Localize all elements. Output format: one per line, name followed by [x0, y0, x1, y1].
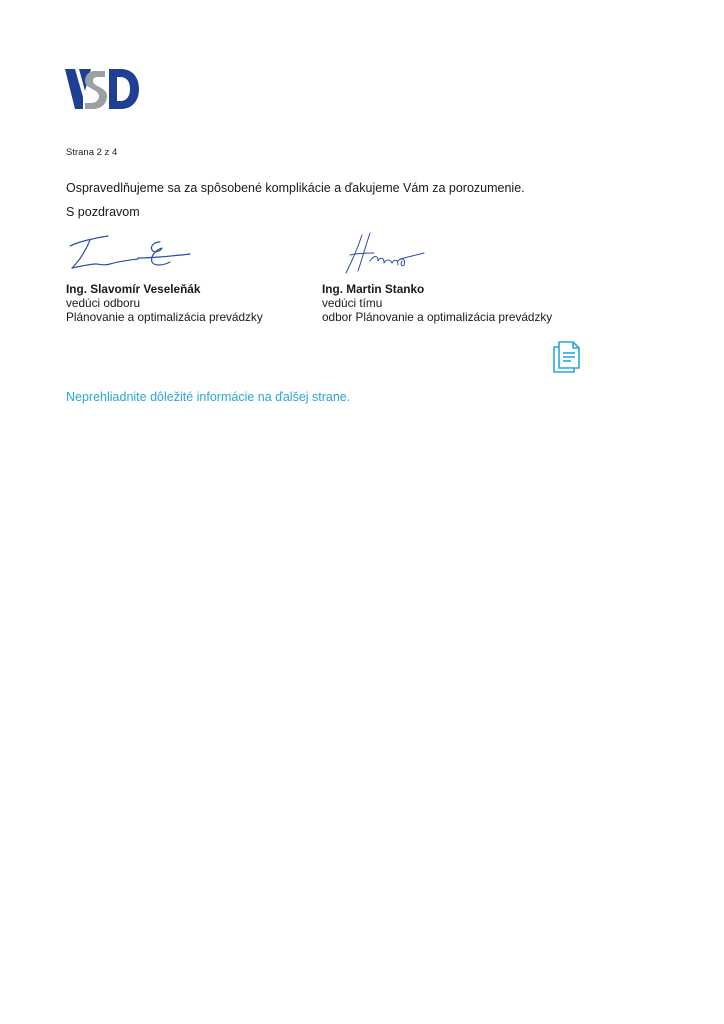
signatory-name: Ing. Martin Stanko	[322, 282, 425, 296]
page-number: Strana 2 z 4	[66, 147, 118, 158]
signatory-role: vedúci tímu	[322, 296, 383, 310]
signature-veselenak	[64, 228, 192, 276]
documents-icon	[552, 341, 580, 373]
signatory-block-2	[322, 282, 552, 324]
signatory-department: Plánovanie a optimalizácia prevádzky	[66, 310, 263, 324]
closing-greeting: S pozdravom	[66, 205, 140, 219]
signatory-block-1	[66, 282, 263, 324]
vsd-logo	[65, 69, 139, 109]
signatory-role: vedúci odboru	[66, 296, 141, 310]
signatory-department: odbor Plánovanie a optimalizácia prevádzky	[322, 310, 553, 324]
next-page-notice: Neprehliadnite dôležité informácie na ďalšej strane.	[66, 390, 351, 404]
signature-stanko	[340, 231, 426, 277]
apology-text: Ospravedlňujeme sa za spôsobené komplikácie a ďakujeme Vám za porozumenie.	[66, 181, 525, 195]
signatory-name: Ing. Slavomír Veseleňák	[66, 282, 201, 296]
